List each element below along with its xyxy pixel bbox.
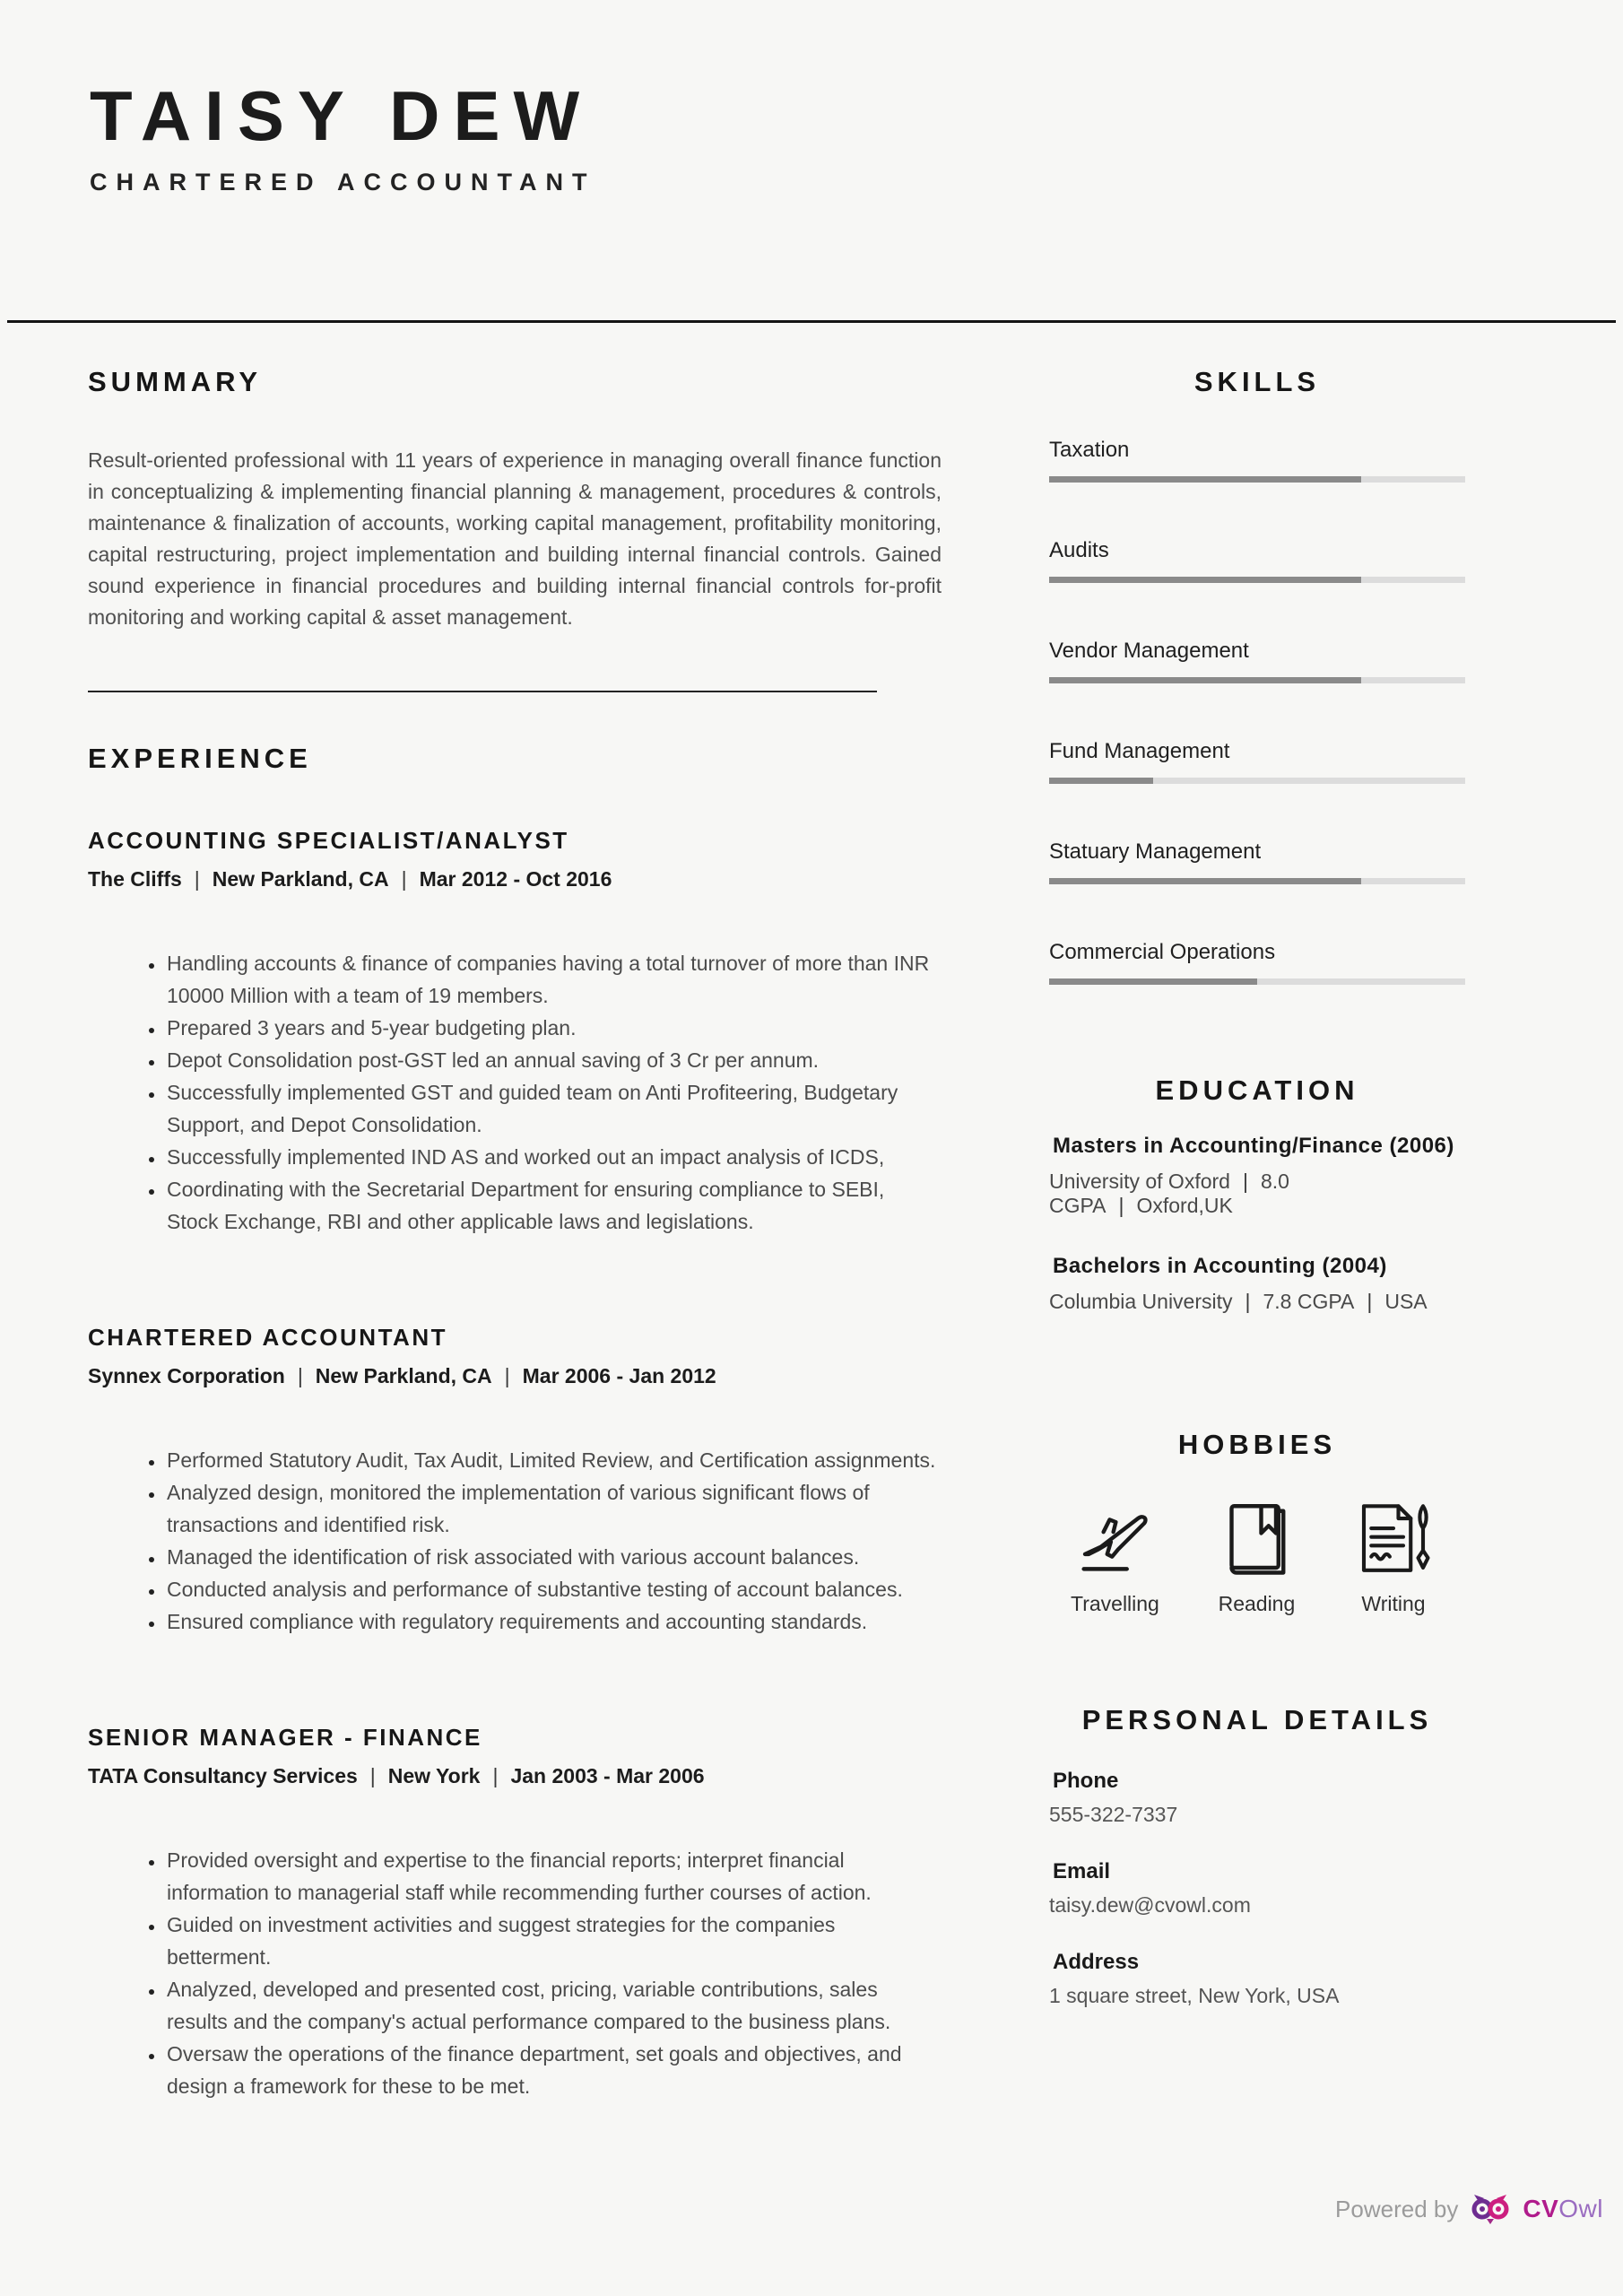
education-item — [1049, 1254, 1465, 1314]
education-degree: Masters in Accounting/Finance (2006) — [1053, 1134, 1454, 1158]
separator: | — [492, 1764, 499, 1787]
skill-bar-track — [1049, 677, 1465, 683]
job-location: New Parkland, CA — [212, 867, 389, 891]
job-location: New Parkland, CA — [315, 1364, 492, 1387]
skill-label: Taxation — [1049, 438, 1130, 462]
job-title: SENIOR MANAGER - FINANCE — [88, 1724, 482, 1751]
job-bullet: • Guided on investment activities and suggest strategies for the companies betterment. — [165, 1909, 942, 1973]
brand-owl-text: Owl — [1558, 2195, 1603, 2222]
footer — [1335, 2194, 1603, 2224]
job-company: Synnex Corporation — [88, 1364, 285, 1387]
email-value: taisy.dew@cvowl.com — [1049, 1893, 1251, 1917]
job-company: The Cliffs — [88, 867, 182, 891]
education-section — [1049, 1074, 1465, 1314]
separator: | — [369, 1764, 376, 1787]
job-bullet: • Oversaw the operations of the finance department, set goals and objectives, and design a framework for these to be met. — [165, 2038, 942, 2102]
experience-section — [88, 743, 942, 2102]
job-bullet: • Analyzed, developed and presented cost, pricing, variable contributions, sales results and the company's actual performance compared to the business plans. — [165, 1973, 942, 2038]
address-label: Address — [1053, 1950, 1140, 1974]
job-entry — [88, 827, 942, 1238]
hobbies-heading: HOBBIES — [1177, 1429, 1337, 1460]
personal-detail-item — [1049, 1769, 1465, 1827]
hobby-label: Travelling — [1071, 1592, 1159, 1615]
separator: | — [1242, 1170, 1248, 1193]
job-entry — [88, 1724, 942, 2102]
education-heading: EDUCATION — [1155, 1074, 1359, 1106]
skill-bar-track — [1049, 577, 1465, 583]
skill-bar-fill — [1049, 778, 1153, 784]
hobby-item — [1071, 1499, 1159, 1616]
job-title: ACCOUNTING SPECIALIST/ANALYST — [88, 827, 569, 854]
education-school: Columbia University — [1049, 1290, 1233, 1313]
skill-label: Audits — [1049, 538, 1109, 562]
job-bullet: • Prepared 3 years and 5-year budgeting plan. — [165, 1012, 942, 1044]
education-place: USA — [1384, 1290, 1428, 1313]
book-bookmark-icon — [1217, 1499, 1296, 1578]
phone-value: 555-322-7337 — [1049, 1803, 1178, 1826]
skill-label: Commercial Operations — [1049, 940, 1276, 964]
skill-bar-track — [1049, 778, 1465, 784]
job-company: TATA Consultancy Services — [88, 1764, 358, 1787]
summary-heading: SUMMARY — [88, 366, 263, 397]
education-gpa: 7.8 CGPA — [1263, 1290, 1355, 1313]
job-title: CHARTERED ACCOUNTANT — [88, 1324, 447, 1351]
job-dates: Jan 2003 - Mar 2006 — [510, 1764, 705, 1787]
phone-label: Phone — [1053, 1769, 1119, 1793]
personal-details-section — [1049, 1704, 1465, 2008]
summary-section — [88, 366, 942, 633]
hobby-label: Reading — [1218, 1592, 1296, 1615]
skills-list — [1049, 438, 1465, 985]
job-bullets — [88, 1844, 942, 2102]
education-meta — [1049, 1170, 1465, 1218]
cvowl-owl-logo-icon — [1471, 2194, 1510, 2224]
job-bullet: • Ensured compliance with regulatory requirements and accounting standards. — [165, 1605, 942, 1638]
experience-heading: EXPERIENCE — [88, 743, 312, 774]
content-columns — [0, 323, 1623, 2102]
separator: | — [194, 867, 200, 891]
skills-heading: SKILLS — [1193, 366, 1321, 397]
skill-item — [1049, 438, 1465, 483]
job-meta — [88, 1764, 942, 1788]
separator: | — [401, 867, 407, 891]
skill-label: Statuary Management — [1049, 839, 1262, 864]
candidate-name: TAISY DEW — [90, 76, 594, 155]
job-dates: Mar 2006 - Jan 2012 — [522, 1364, 716, 1387]
skill-label: Vendor Management — [1049, 639, 1249, 663]
hobbies-section — [1049, 1429, 1465, 1616]
separator: | — [504, 1364, 510, 1387]
header — [0, 0, 1623, 196]
personal-details-heading: PERSONAL DETAILS — [1081, 1704, 1433, 1735]
address-value: 1 square street, New York, USA — [1049, 1984, 1340, 2007]
powered-by-label: Powered by — [1335, 2195, 1459, 2222]
education-meta — [1049, 1290, 1465, 1314]
skill-item — [1049, 739, 1465, 784]
personal-detail-item — [1049, 1859, 1465, 1918]
job-bullet: • Analyzed design, monitored the implementation of various significant flows of transactions and identified risk. — [165, 1476, 942, 1541]
education-gpa: 8.0 CGPA — [1049, 1170, 1289, 1217]
hobby-item — [1354, 1499, 1433, 1616]
job-bullet: • Successfully implemented IND AS and worked out an impact analysis of ICDS, — [165, 1141, 942, 1173]
job-location: New York — [387, 1764, 481, 1787]
job-bullet: • Performed Statutory Audit, Tax Audit, Limited Review, and Certification assignments. — [165, 1444, 942, 1476]
job-bullets — [88, 1444, 942, 1638]
skill-bar-fill — [1049, 577, 1361, 583]
job-meta — [88, 867, 942, 891]
job-bullet: • Depot Consolidation post-GST led an annual saving of 3 Cr per annum. — [165, 1044, 942, 1076]
skill-item — [1049, 940, 1465, 985]
hobbies-list — [1049, 1499, 1465, 1616]
cvowl-brand — [1523, 2195, 1603, 2223]
document-pen-icon — [1354, 1499, 1433, 1578]
skill-bar-fill — [1049, 677, 1361, 683]
hobby-item — [1217, 1499, 1296, 1616]
skill-bar-fill — [1049, 978, 1257, 985]
candidate-job-title: CHARTERED ACCOUNTANT — [90, 169, 596, 196]
email-label: Email — [1053, 1859, 1111, 1883]
job-bullet: • Managed the identification of risk associated with various account balances. — [165, 1541, 942, 1573]
job-entry — [88, 1324, 942, 1638]
skill-bar-track — [1049, 878, 1465, 884]
skill-item — [1049, 639, 1465, 683]
separator: | — [297, 1364, 303, 1387]
skills-section — [1049, 366, 1465, 985]
hobby-label: Writing — [1361, 1592, 1426, 1615]
job-bullet: • Conducted analysis and performance of substantive testing of account balances. — [165, 1573, 942, 1605]
skill-item — [1049, 538, 1465, 583]
education-school: University of Oxford — [1049, 1170, 1230, 1193]
skill-item — [1049, 839, 1465, 884]
separator: | — [1118, 1194, 1124, 1217]
education-item — [1049, 1134, 1465, 1218]
job-dates: Mar 2012 - Oct 2016 — [419, 867, 612, 891]
skill-bar-track — [1049, 978, 1465, 985]
job-bullet: • Provided oversight and expertise to the financial reports; interpret financial information to managerial staff while recommending further courses of action. — [165, 1844, 942, 1909]
sidebar — [1049, 366, 1465, 2102]
separator: | — [1367, 1290, 1373, 1313]
job-meta — [88, 1364, 942, 1388]
skill-bar-fill — [1049, 878, 1361, 884]
plane-takeoff-icon — [1075, 1499, 1154, 1578]
personal-detail-item — [1049, 1950, 1465, 2008]
job-bullet: • Coordinating with the Secretarial Department for ensuring compliance to SEBI, Stock Exchange, RBI and other applicable laws and legislations. — [165, 1173, 942, 1238]
job-bullet: • Successfully implemented GST and guided team on Anti Profiteering, Budgetary Support, and Depot Consolidation. — [165, 1076, 942, 1141]
skill-bar-track — [1049, 476, 1465, 483]
separator: | — [1245, 1290, 1251, 1313]
skill-bar-fill — [1049, 476, 1361, 483]
education-degree: Bachelors in Accounting (2004) — [1053, 1254, 1387, 1278]
summary-text: Result-oriented professional with 11 years of experience in managing overall finance function in conceptualizing & implementing financial planning & management, procedures & controls, maintenance & finalization of accounts, working capital management, profitability monitoring, capital restructuring, project implementation and building internal financial controls. Gained sound experience in financial procedures and building internal financial controls for-profit monitoring and working capital & asset management. — [88, 448, 942, 629]
brand-cv-text: CV — [1523, 2195, 1559, 2222]
education-place: Oxford,UK — [1136, 1194, 1233, 1217]
job-bullet: • Handling accounts & finance of companies having a total turnover of more than INR 10000 Million with a team of 19 members. — [165, 947, 942, 1012]
job-bullets — [88, 947, 942, 1238]
skill-label: Fund Management — [1049, 739, 1230, 763]
summary-experience-divider — [88, 691, 877, 692]
main-column — [88, 366, 942, 2102]
